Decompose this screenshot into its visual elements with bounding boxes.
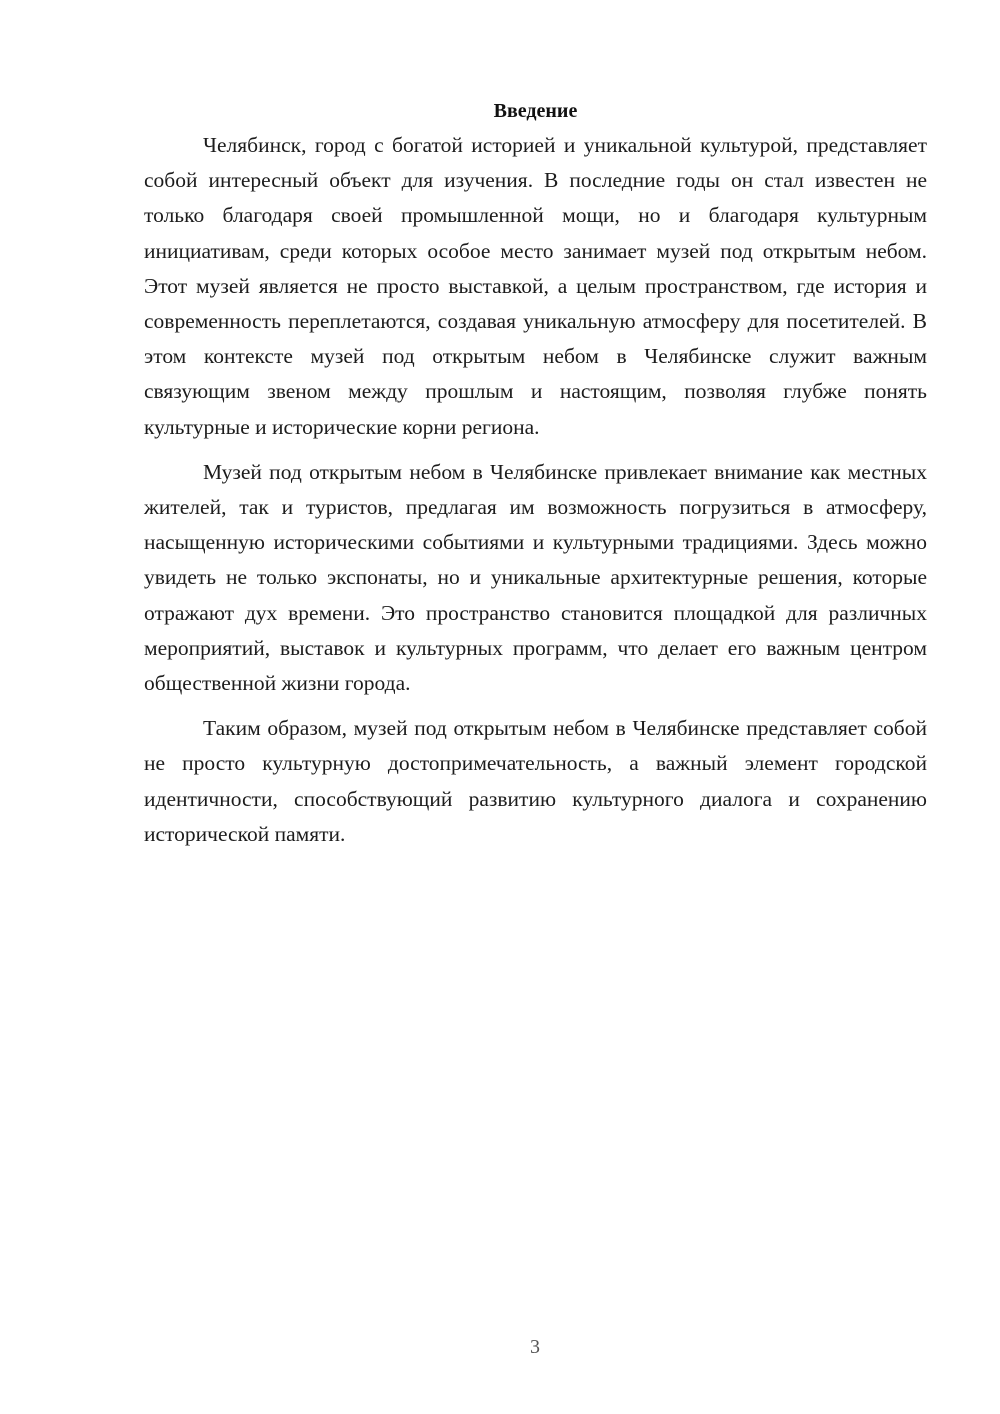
paragraph-1: Челябинск, город с богатой историей и уникальной культурой, представляет собой интересный объект для изучения. В последние годы он стал известен не только благодаря своей промышленной мощи, но и благодаря культурным инициативам, среди которых особое место занимает музей под открытым небом. Этот музей является не просто выставкой, а целым пространством, где история и современность переплетаются, создавая уникальную атмосферу для посетителей. В этом контексте музей под открытым небом в Челябинске служит важным связующим звеном между прошлым и настоящим, позволяя глубже понять культурные и исторические корни региона. (144, 133, 927, 439)
document-body (144, 96, 927, 852)
section-heading: Введение (493, 100, 578, 122)
paragraph-2: Музей под открытым небом в Челябинске привлекает внимание как местных жителей, так и туристов, предлагая им возможность погрузиться в атмосферу, насыщенную историческими событиями и культурными традициями. Здесь можно увидеть не только экспонаты, но и уникальные архитектурные решения, которые отражают дух времени. Это пространство становится площадкой для различных мероприятий, выставок и культурных программ, что делает его важным центром общественной жизни города. (144, 459, 927, 696)
page-number: 3 (530, 1336, 540, 1358)
paragraph-3: Таким образом, музей под открытым небом в Челябинске представляет собой не просто культурную достопримечательность, а важный элемент городской идентичности, способствующий развитию культурного диалога и сохранению исторической памяти. (144, 716, 927, 846)
